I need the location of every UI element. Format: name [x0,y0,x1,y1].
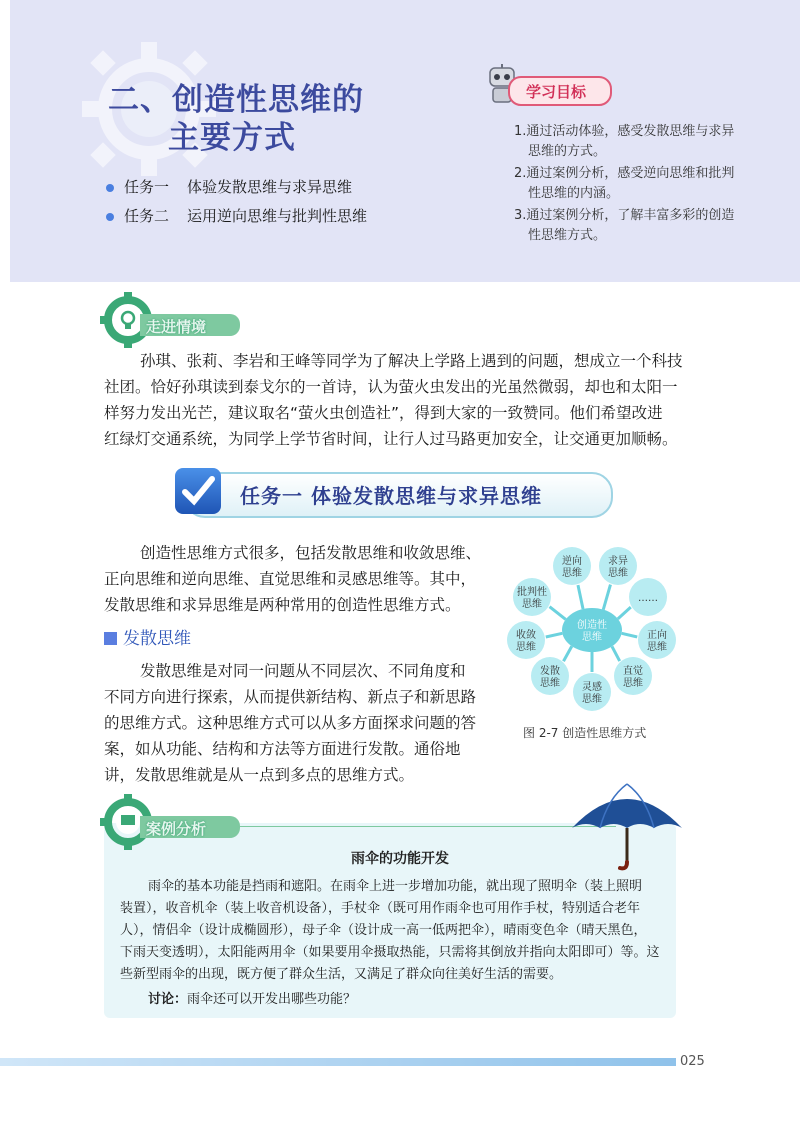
task-label: 任务一 [124,178,170,196]
learning-goals-label: 学习目标 [526,83,587,101]
intro-line: 红绿灯交通系统，为同学上学节省时间，让行人过马路更加安全，让交通更加顺畅。 [104,430,678,448]
diagram-node-label: 思维 [647,642,667,653]
checkmark-icon [175,468,221,514]
discussion [148,989,356,1011]
diagram-center-label: 思维 [582,632,602,643]
diagram-center-label: 创造性 [577,620,607,631]
diagram-node-label: 直觉 [623,666,643,677]
bullet-icon [106,184,114,192]
page-title-line1: 二、创造性思维的 [108,82,364,118]
case-line: 下雨天变透明），太阳能两用伞（如果要用伞摄取热能，只需将其倒放并指向太阳即可）等。这 [120,945,660,960]
body-line: 创造性思维方式很多，包括发散思维和收敛思维、 [140,544,482,562]
diagram-node-label: 思维 [562,568,582,579]
intro-line: 孙琪、张莉、李岩和王峰等同学为了解决上学路上遇到的问题，想成立一个科技 [140,352,683,370]
diagram-node-label: 思维 [623,678,643,689]
diagram-node-label: 逆向 [562,556,582,567]
diagram-node-label: …… [638,593,658,604]
diagram-node-label: 思维 [540,678,560,689]
diagram-node-label: 思维 [608,568,628,579]
section-title-case: 案例分析 [146,820,207,838]
diagram-arrow [622,633,638,637]
case-line: 人），情侣伞（设计成椭圆形），母子伞（设计成一高一低两把伞），晴雨变色伞（晴天黑色， [120,923,647,938]
subheading-divergent [104,624,191,649]
task-text: 运用逆向思维与批判性思维 [187,207,368,225]
diagram-node-label: 批判性 [517,587,547,598]
page-number: 025 [680,1054,705,1069]
goal-line: 3.通过案例分析，了解丰富多彩的创造 [514,208,735,223]
body-line: 案，如从功能、结构和方法等方面进行发散。通俗地 [104,740,461,758]
case-line: 雨伞的基本功能是挡雨和遮阳。在雨伞上进一步增加功能，就出现了照明伞（装上照明 [148,879,643,894]
diagram-node-label: 思维 [516,642,536,653]
diagram-node-label: 灵感 [582,682,602,693]
subheading-text: 发散思维 [123,629,191,649]
discussion-label: 讨论： [148,992,188,1007]
body-line: 的思维方式。这种思维方式可以从多方面探求问题的答 [104,714,477,732]
bullet-icon [106,213,114,221]
goal-line: 2.通过案例分析，感受逆向思维和批判 [514,166,735,181]
body-line: 正向思维和逆向思维、直觉思维和灵感思维等。其中， [104,570,477,588]
diagram-node-label: 发散 [540,666,560,677]
body-line: 讲，发散思维就是从一点到多点的思维方式。 [104,766,415,784]
body-line: 不同方向进行探索，从而提供新结构、新点子和新思路 [104,688,477,706]
square-bullet-icon [104,632,117,645]
diagram-arrow [563,646,571,661]
goal-line: 性思维的内涵。 [528,186,620,201]
task-banner-title: 任务一 体验发散思维与求异思维 [240,484,542,508]
diagram-node-label: 思维 [522,599,542,610]
section-rule [236,826,616,827]
diagram-arrow [578,585,583,609]
task-text: 体验发散思维与求异思维 [187,178,353,196]
diagram-arrow [603,585,610,610]
diagram-arrow [612,646,620,661]
section-title-intro: 走进情境 [146,318,207,336]
page-title-line2: 主要方式 [168,120,296,156]
case-line: 些新型雨伞的出现，既方便了群众生活，又满足了群众向往美好生活的需要。 [120,967,563,982]
discussion-text: 雨伞还可以开发出哪些功能？ [187,992,357,1007]
diagram-arrow [618,607,631,619]
goal-line: 思维的方式。 [528,144,607,159]
intro-line: 样努力发出光芒，建议取名“萤火虫创造社”，得到大家的一致赞同。他们希望改进 [104,404,663,422]
task-item-2 [106,205,367,226]
body-line: 发散思维是对同一问题从不同层次、不同角度和 [140,662,466,680]
diagram-node-label: 求异 [608,556,628,567]
case-line: 装置），收音机伞（装上收音机设备），手杖伞（既可用作雨伞也可用作手杖，特别适合老年 [120,901,641,916]
thinking-modes-diagram [500,540,690,720]
body-line: 发散思维和求异思维是两种常用的创造性思维方式。 [104,596,461,614]
diagram-arrow [550,607,566,620]
diagram-node-label: 正向 [647,630,667,641]
learning-goals-badge [508,76,612,106]
diagram-node-label: 收敛 [516,630,536,641]
goal-line: 1.通过活动体验，感受发散思维与求异 [514,124,735,139]
case-title: 雨伞的功能开发 [351,851,449,867]
diagram-arrow [546,633,563,637]
figure-caption: 图 2-7 创造性思维方式 [523,726,647,740]
intro-line: 社团。恰好孙琪读到泰戈尔的一首诗，认为萤火虫发出的光虽然微弱，却也和太阳一 [104,378,678,396]
goal-line: 性思维方式。 [528,228,607,243]
task-item-1 [106,176,352,197]
diagram-node-label: 思维 [582,694,602,705]
footer-bar [0,1058,676,1066]
task-label: 任务二 [124,207,170,225]
check-badge [175,468,221,514]
